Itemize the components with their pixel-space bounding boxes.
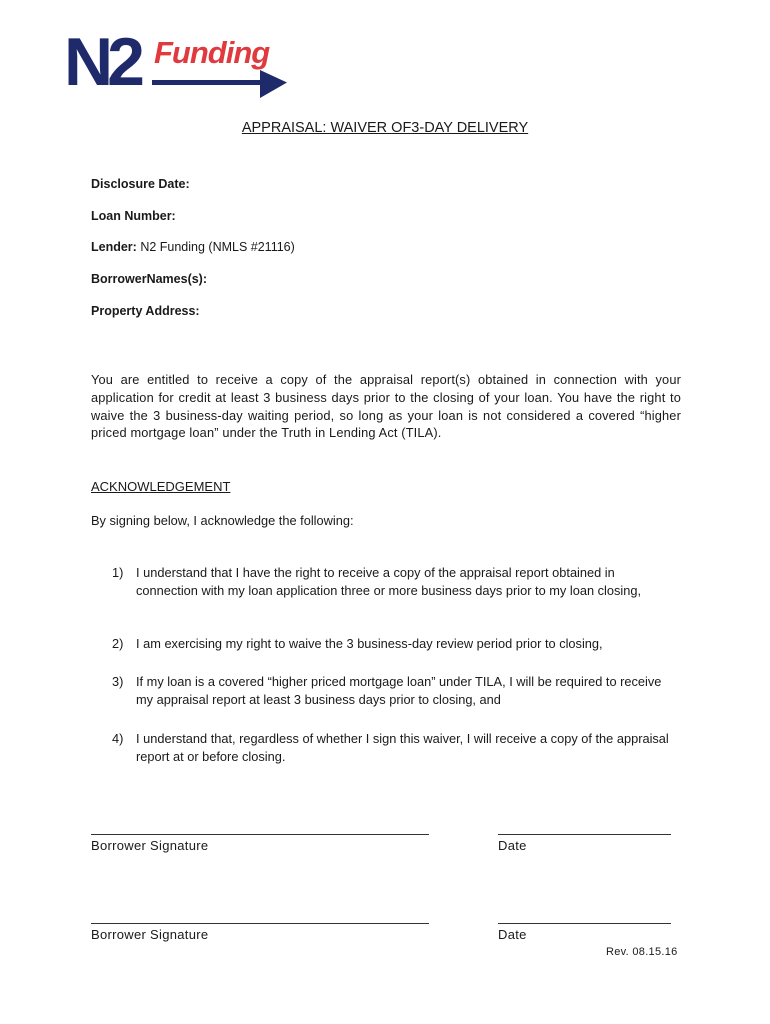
date-line[interactable] xyxy=(498,923,671,924)
logo-funding-text: Funding xyxy=(154,35,270,70)
date-line[interactable] xyxy=(498,834,671,835)
borrower-signature-label: Borrower Signature xyxy=(91,838,209,853)
borrower-signature-line[interactable] xyxy=(91,923,429,924)
date-label: Date xyxy=(498,838,527,853)
field-label: Property Address: xyxy=(91,304,200,318)
borrower-signature-line[interactable] xyxy=(91,834,429,835)
field-value: N2 Funding (NMLS #21116) xyxy=(136,240,295,254)
acknowledgement-intro: By signing below, I acknowledge the following: xyxy=(91,513,354,528)
entitlement-paragraph: You are entitled to receive a copy of the appraisal report(s) obtained in connection with your application for credit at least 3 business days prior to the closing of your loan. You have the right to waive the 3 business-day waiting period, so long as your loan is not considered a covered “higher priced mortgage loan” under the Truth in Lending Act (TILA). xyxy=(91,372,681,441)
list-item-number: 2) xyxy=(112,636,124,651)
borrower-signature-label: Borrower Signature xyxy=(91,927,209,942)
document-title: APPRAISAL: WAIVER OF3-DAY DELIVERY xyxy=(241,120,529,136)
n2-funding-logo xyxy=(64,24,294,100)
list-item-text: I understand that, regardless of whether I sign this waiver, I will receive a copy of the appraisal report at or before closing. xyxy=(136,731,669,764)
logo-arrow-icon xyxy=(152,70,287,98)
field-label: Loan Number: xyxy=(91,209,176,223)
field-label: Disclosure Date: xyxy=(91,177,190,191)
field-label: Lender: xyxy=(91,240,137,254)
field-label: BorrowerNames(s): xyxy=(91,272,208,286)
field-loan-number xyxy=(91,208,176,224)
field-lender xyxy=(91,239,295,255)
list-item-number: 3) xyxy=(112,674,124,689)
field-disclosure-date xyxy=(91,176,190,192)
list-item-text: I am exercising my right to waive the 3 business-day review period prior to closing, xyxy=(136,636,603,651)
logo-n2-text: N2 xyxy=(64,24,139,100)
list-item-text: If my loan is a covered “higher priced mortgage loan” under TILA, I will be required to receive my appraisal report at least 3 business days prior to closing, and xyxy=(136,674,662,707)
list-item-number: 4) xyxy=(112,731,124,746)
field-borrower-names xyxy=(91,271,207,287)
acknowledgement-heading: ACKNOWLEDGEMENT xyxy=(91,479,231,494)
revision-number: Rev. 08.15.16 xyxy=(606,946,678,958)
date-label: Date xyxy=(498,927,527,942)
field-property-address xyxy=(91,303,200,319)
list-item-number: 1) xyxy=(112,565,124,580)
list-item-text: I understand that I have the right to receive a copy of the appraisal report obtained in connection with my loan application three or more business days prior to my loan closing, xyxy=(136,565,642,598)
